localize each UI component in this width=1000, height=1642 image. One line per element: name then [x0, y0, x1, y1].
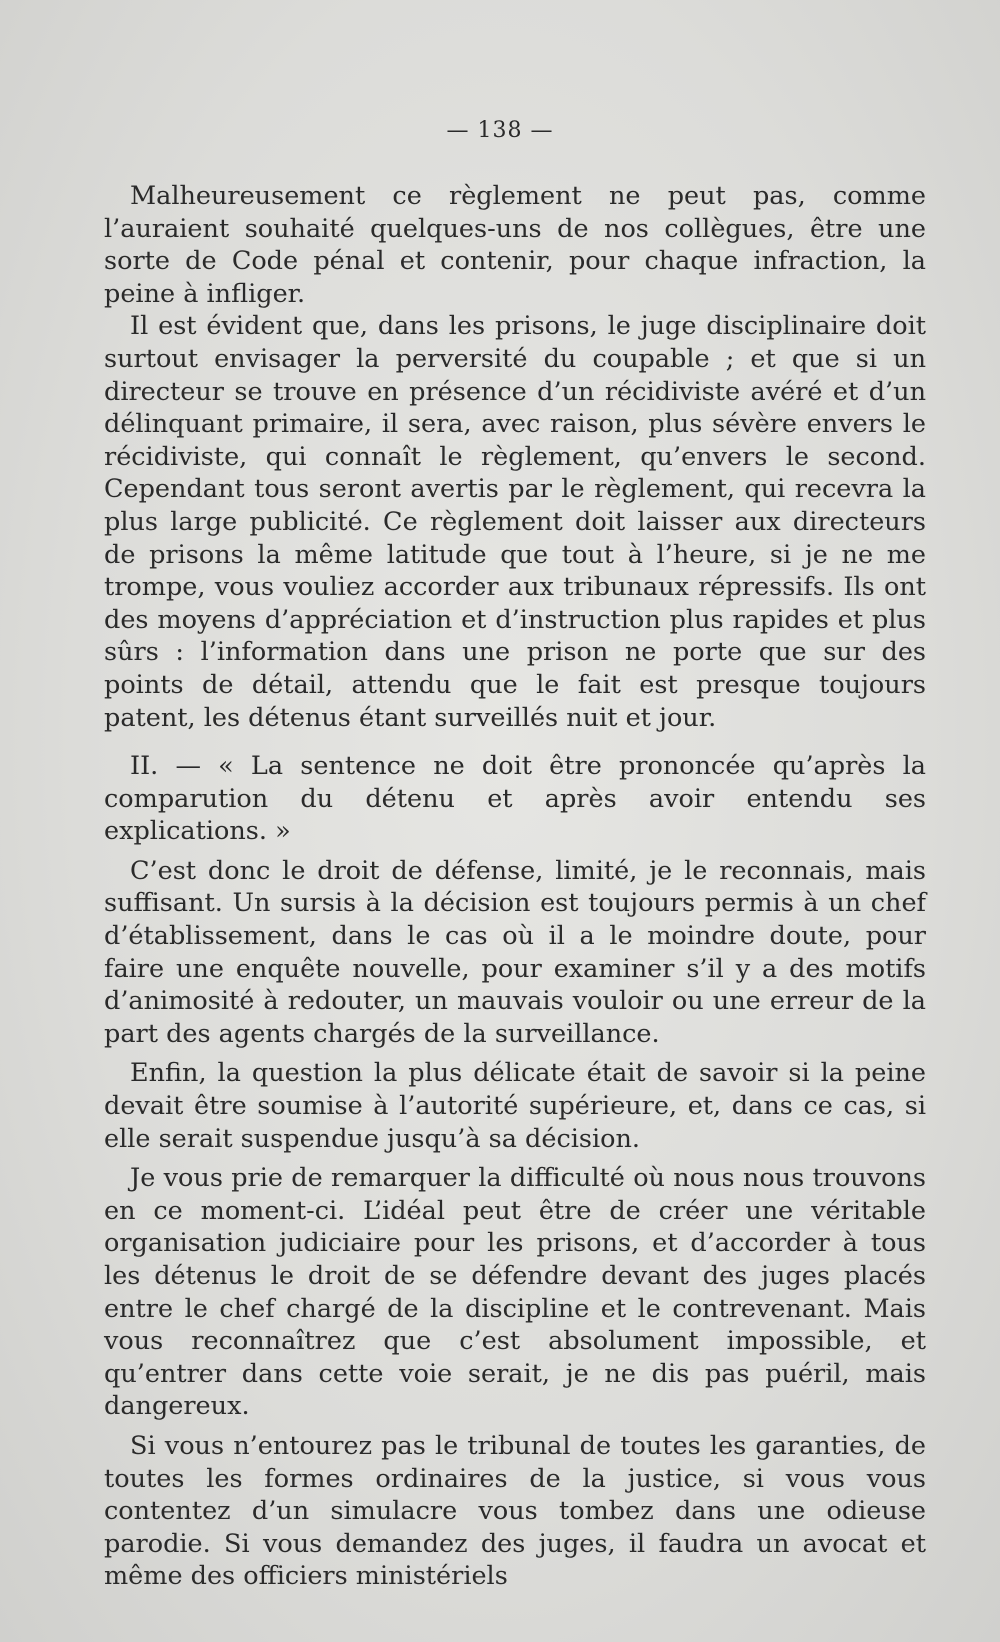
paragraph-5: Enfin, la question la plus délicate était de savoir si la peine devait être soumise à l’autorité supérieure, et, dans ce cas, si elle serait suspendue jusqu’à sa décision. — [104, 1058, 926, 1154]
page-number: — 138 — — [446, 118, 554, 143]
body-text — [104, 180, 926, 1593]
paragraph-3: II. — « La sentence ne doit être prononcée qu’après la comparution du détenu et après avoir entendu ses explications. » — [104, 751, 926, 847]
paragraph-6: Je vous prie de remarquer la difficulté où nous nous trouvons en ce moment-ci. L’idéal peut être de créer une véritable organisation judiciaire pour les prisons, et d’accorder à tous les détenus le droit de se défendre devant des juges placés entre le chef chargé de la discipline et le contrevenant. Mais vous reconnaîtrez que c’est absolument impossible, et qu’entrer dans cette voie serait, je ne dis pas puéril, mais dangereux. — [104, 1163, 926, 1422]
paragraph-2: Il est évident que, dans les prisons, le juge disciplinaire doit surtout envisager la perversité du coupable ; et que si un directeur se trouve en présence d’un récidiviste avéré et d’un délinquant primaire, il sera, avec raison, plus sévère envers le récidiviste, qui connaît le règlement, qu’envers le second. Cependant tous seront avertis par le règlement, qui recevra la plus large publicité. Ce règlement doit laisser aux directeurs de prisons la même latitude que tout à l’heure, si je ne me trompe, vous vouliez accorder aux tribunaux répressifs. Ils ont des moyens d’appréciation et d’instruction plus rapides et plus sûrs : l’information dans une prison ne porte que sur des points de détail, attendu que le fait est presque toujours patent, les détenus étant surveillés nuit et jour. — [104, 311, 926, 733]
paragraph-4: C’est donc le droit de défense, limité, je le reconnais, mais suffisant. Un sursis à la décision est toujours permis à un chef d’établissement, dans le cas où il a le moindre doute, pour faire une enquête nouvelle, pour examiner s’il y a des motifs d’animosité à redouter, un mauvais vouloir ou une erreur de la part des agents chargés de la surveillance. — [104, 855, 926, 1049]
paragraph-7: Si vous n’entourez pas le tribunal de toutes les garanties, de toutes les formes ordinaires de la justice, si vous vous contentez d’un simulacre vous tombez dans une odieuse parodie. Si vous demandez des juges, il faudra un avocat et même des officiers ministériels — [104, 1430, 926, 1592]
paragraph-1: Malheureusement ce règlement ne peut pas, comme l’auraient souhaité quelques-uns de nos collègues, être une sorte de Code pénal et contenir, pour chaque infraction, la peine à infliger. — [104, 181, 926, 309]
